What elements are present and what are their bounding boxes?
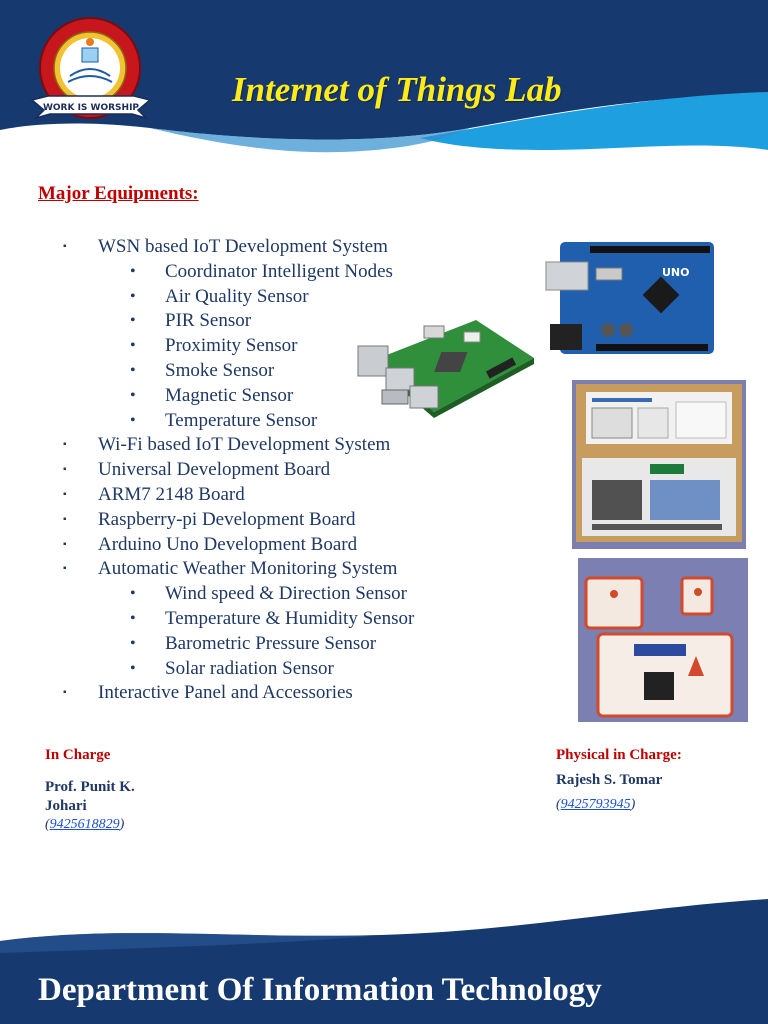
equipment-item-label: Barometric Pressure Sensor [165,632,377,654]
in-charge-label: In Charge [45,747,111,763]
square-bullet-icon: ▪ [63,464,67,476]
equipment-item-label: WSN based IoT Development System [98,236,388,257]
equipment-item-label: Interactive Panel and Accessories [98,682,353,704]
equipment-item [0,657,414,682]
in-charge-name: Prof. Punit K. Johari [45,779,135,814]
weather-station-photo [578,558,748,722]
physical-in-charge-name: Rajesh S. Tomar [556,772,663,788]
equipment-item [0,260,414,285]
equipment-item-label: Smoke Sensor [165,359,275,381]
equipment-item-label: Proximity Sensor [165,335,298,357]
equipment-item-label: Wi-Fi based IoT Development System [98,434,391,456]
equipment-item [0,235,414,260]
equipment-item-label: PIR Sensor [165,310,252,332]
raspberry-pi-board-photo [356,312,536,420]
physical-in-charge-phone: (9425793945) [556,797,636,812]
logo-motto: WORK IS WORSHIP [42,103,140,113]
equipment-item-label: Air Quality Sensor [165,285,309,307]
equipment-item [0,632,414,657]
page-title: Internet of Things Lab [232,70,562,109]
round-bullet-icon: • [130,361,136,379]
round-bullet-icon: • [130,659,136,677]
round-bullet-icon: • [130,386,136,404]
equipment-item [0,533,414,558]
round-bullet-icon: • [130,411,136,429]
equipment-item-label: Arduino Uno Development Board [98,533,358,555]
in-charge-phone: (9425618829) [45,817,125,832]
equipment-item [0,458,414,483]
equipment-item [0,384,414,409]
equipment-item [0,607,414,632]
round-bullet-icon: • [130,585,136,603]
institute-logo [28,14,154,126]
equipment-item-label: Universal Development Board [98,459,331,481]
equipment-item [0,508,414,533]
equipment-item [0,433,414,458]
square-bullet-icon: ▪ [63,513,67,525]
department-title: Department Of Information Technology [38,972,602,1008]
round-bullet-icon: • [130,634,136,652]
round-bullet-icon: • [130,287,136,305]
equipment-item [0,285,414,310]
equipment-item [0,483,414,508]
square-bullet-icon: ▪ [63,488,67,500]
square-bullet-icon: ▪ [63,439,67,451]
square-bullet-icon: ▪ [63,563,67,575]
round-bullet-icon: • [130,609,136,627]
equipment-item [0,334,414,359]
equipment-item-label: Coordinator Intelligent Nodes [165,260,393,282]
equipment-list [0,235,414,706]
arduino-board-label: UNO [662,266,690,279]
equipment-item-label: Temperature Sensor [165,409,318,431]
square-bullet-icon: ▪ [63,241,67,252]
in-charge-phone-link[interactable]: 9425618829 [49,817,120,832]
equipment-item-label: Magnetic Sensor [165,384,294,406]
equipment-item-label: ARM7 2148 Board [98,483,245,505]
equipment-item [0,582,414,607]
physical-in-charge-phone-link[interactable]: 9425793945 [560,797,631,812]
equipment-item [0,359,414,384]
equipment-item-label: Wind speed & Direction Sensor [165,583,407,605]
equipment-item [0,409,414,434]
equipment-item [0,681,414,706]
equipment-item [0,557,414,582]
equipment-item-label: Automatic Weather Monitoring System [98,558,398,580]
equipment-item-label: Solar radiation Sensor [165,657,334,679]
physical-in-charge-label: Physical in Charge: [556,747,682,763]
equipment-item-label: Temperature & Humidity Sensor [165,607,415,629]
equipment-item [0,309,414,334]
development-kit-photo [572,380,746,549]
square-bullet-icon: ▪ [63,687,67,699]
equipment-item-label: Raspberry-pi Development Board [98,508,356,530]
round-bullet-icon: • [130,312,136,330]
section-heading: Major Equipments: [38,183,199,204]
round-bullet-icon: • [130,262,136,280]
square-bullet-icon: ▪ [63,538,67,550]
arduino-uno-board-photo [544,238,716,358]
round-bullet-icon: • [130,337,136,355]
